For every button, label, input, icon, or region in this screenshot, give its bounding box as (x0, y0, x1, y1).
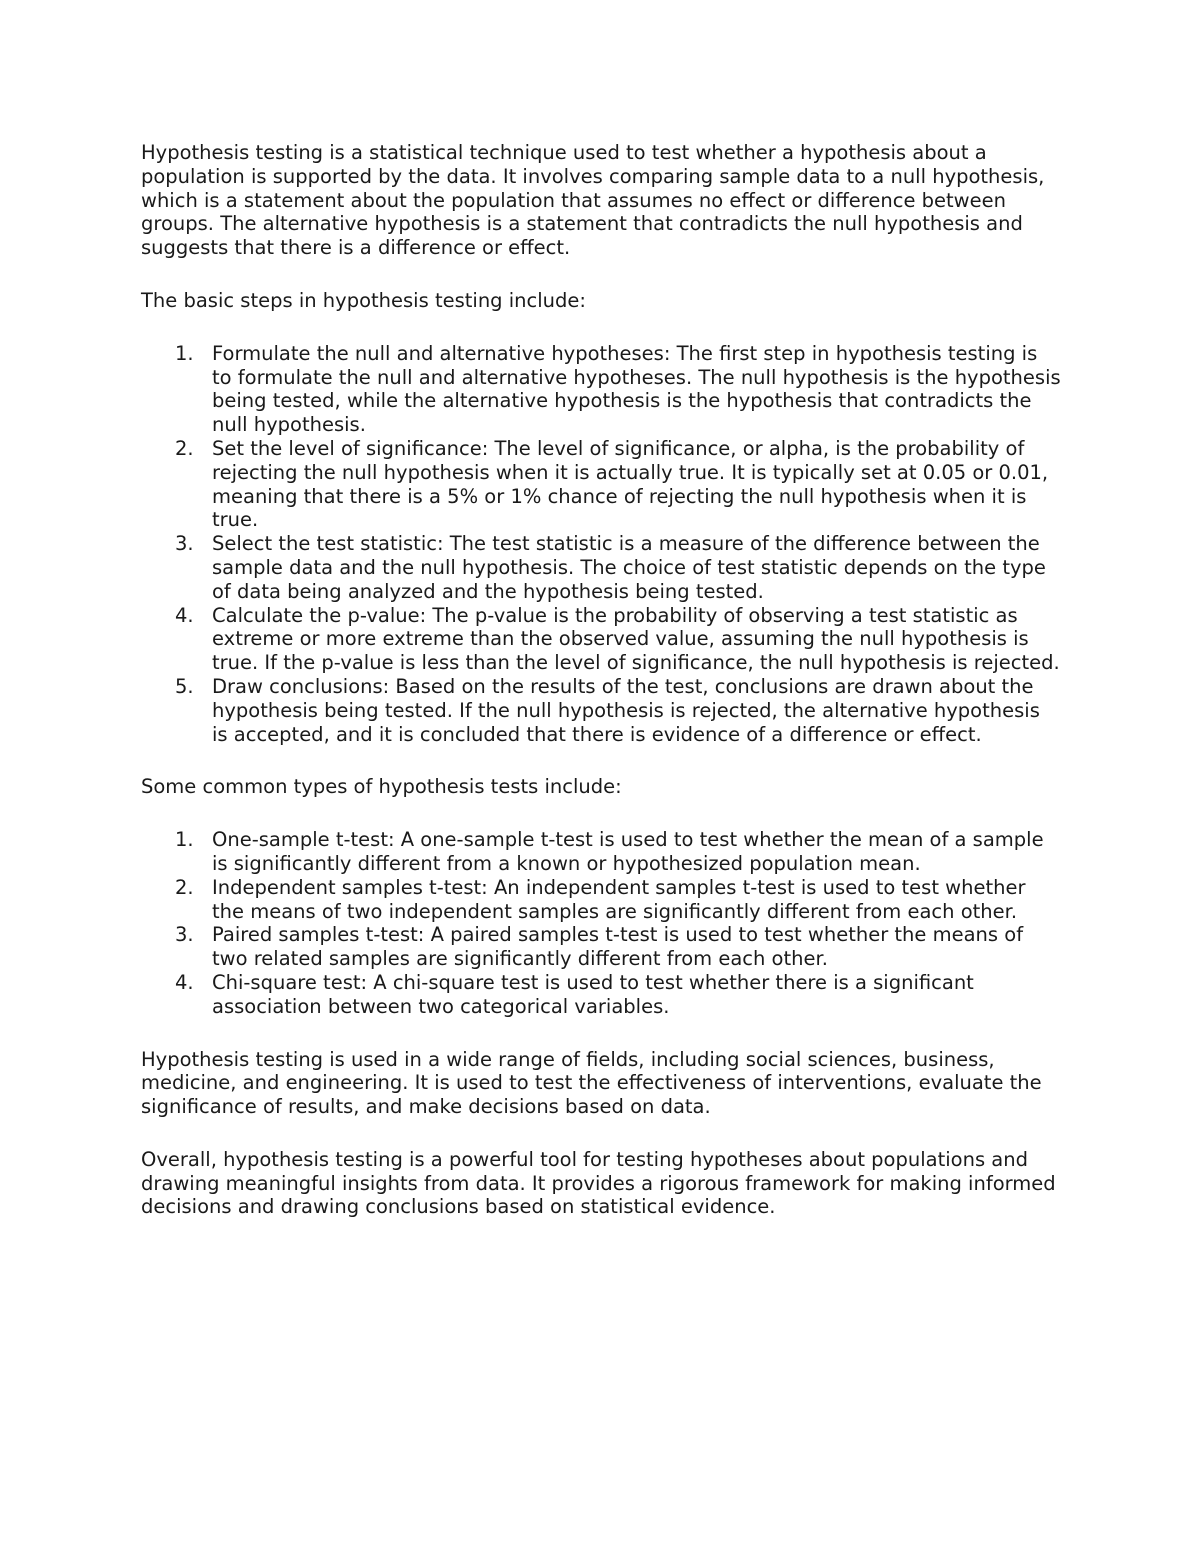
list-item (141, 923, 1061, 971)
list-item-number: 5. (175, 674, 194, 698)
list-item (141, 604, 1061, 675)
list-item (141, 876, 1061, 924)
list-item-text: Chi-square test: A chi-square test is used to test whether there is a significant association between two categorical variables. (212, 970, 974, 1018)
list-item (141, 437, 1061, 532)
list-item-number: 2. (175, 875, 194, 899)
list-item (141, 675, 1061, 746)
list-item (141, 971, 1061, 1019)
steps-list (141, 342, 1061, 747)
conclusion-paragraph: Overall, hypothesis testing is a powerful tool for testing hypotheses about populations and drawing meaningful insights from data. It provides a rigorous framework for making informed decisions and drawing conclusions based on statistical evidence. (141, 1147, 1056, 1219)
list-item-number: 1. (175, 828, 194, 852)
list-item-text: Independent samples t-test: An independent samples t-test is used to test whether the means of two independent samples are significantly different from each other. (212, 875, 1026, 923)
types-list (141, 828, 1061, 1018)
list-item-number: 3. (175, 532, 194, 556)
list-item-number: 2. (175, 436, 194, 460)
list-item-text: Draw conclusions: Based on the results of the test, conclusions are drawn about the hypothesis being tested. If the null hypothesis is rejected, the alternative hypothesis is accepted, and it is concluded that there is evidence of a difference or effect. (212, 674, 1040, 746)
list-item-text: Select the test statistic: The test statistic is a measure of the difference between the sample data and the null hypothesis. The choice of test statistic depends on the type of data being analyzed and the hypothesis being tested. (212, 532, 1046, 603)
intro-paragraph: Hypothesis testing is a statistical technique used to test whether a hypothesis about a population is supported by the data. It involves comparing sample data to a null hypothesis, which is a statement about the population that assumes no effect or difference between groups. The alternative hypothesis is a statement that contradicts the null hypothesis and suggests that there is a difference or effect. (141, 141, 1045, 260)
list-item-number: 3. (175, 923, 194, 947)
applications-paragraph: Hypothesis testing is used in a wide range of fields, including social sciences, business, medicine, and engineering. It is used to test the effectiveness of interventions, evaluate the significance of results, and make decisions based on data. (141, 1047, 1042, 1119)
list-item-text: Paired samples t-test: A paired samples t-test is used to test whether the means of two related samples are significantly different from each other. (212, 923, 1024, 971)
list-item-number: 4. (175, 603, 194, 627)
list-item-text: Calculate the p-value: The p-value is the probability of observing a test statistic as extreme or more extreme than the observed value, assuming the null hypothesis is true. If the p-value is less than the level of significance, the null hypothesis is rejected. (212, 603, 1060, 675)
list-item-text: Formulate the null and alternative hypotheses: The first step in hypothesis testing is to formulate the null and alternative hypotheses. The null hypothesis is the hypothesis being tested, while the alternative hypothesis is the hypothesis that contradicts the null hypothesis. (212, 341, 1061, 437)
list-item-number: 1. (175, 341, 194, 365)
list-item (141, 532, 1061, 603)
list-item (141, 828, 1061, 876)
steps-heading: The basic steps in hypothesis testing include: (141, 288, 586, 312)
list-item-number: 4. (175, 970, 194, 994)
document-body (141, 141, 1061, 1248)
list-item-text: Set the level of significance: The level of significance, or alpha, is the probability of rejecting the null hypothesis when it is actually true. It is typically set at 0.05 or 0.01, meaning that there is a 5% or 1% chance of rejecting the null hypothesis when it is true. (212, 436, 1049, 532)
types-heading: Some common types of hypothesis tests include: (141, 775, 622, 799)
list-item (141, 342, 1061, 437)
list-item-text: One-sample t-test: A one-sample t-test is used to test whether the mean of a sample is significantly different from a known or hypothesized population mean. (212, 828, 1044, 875)
